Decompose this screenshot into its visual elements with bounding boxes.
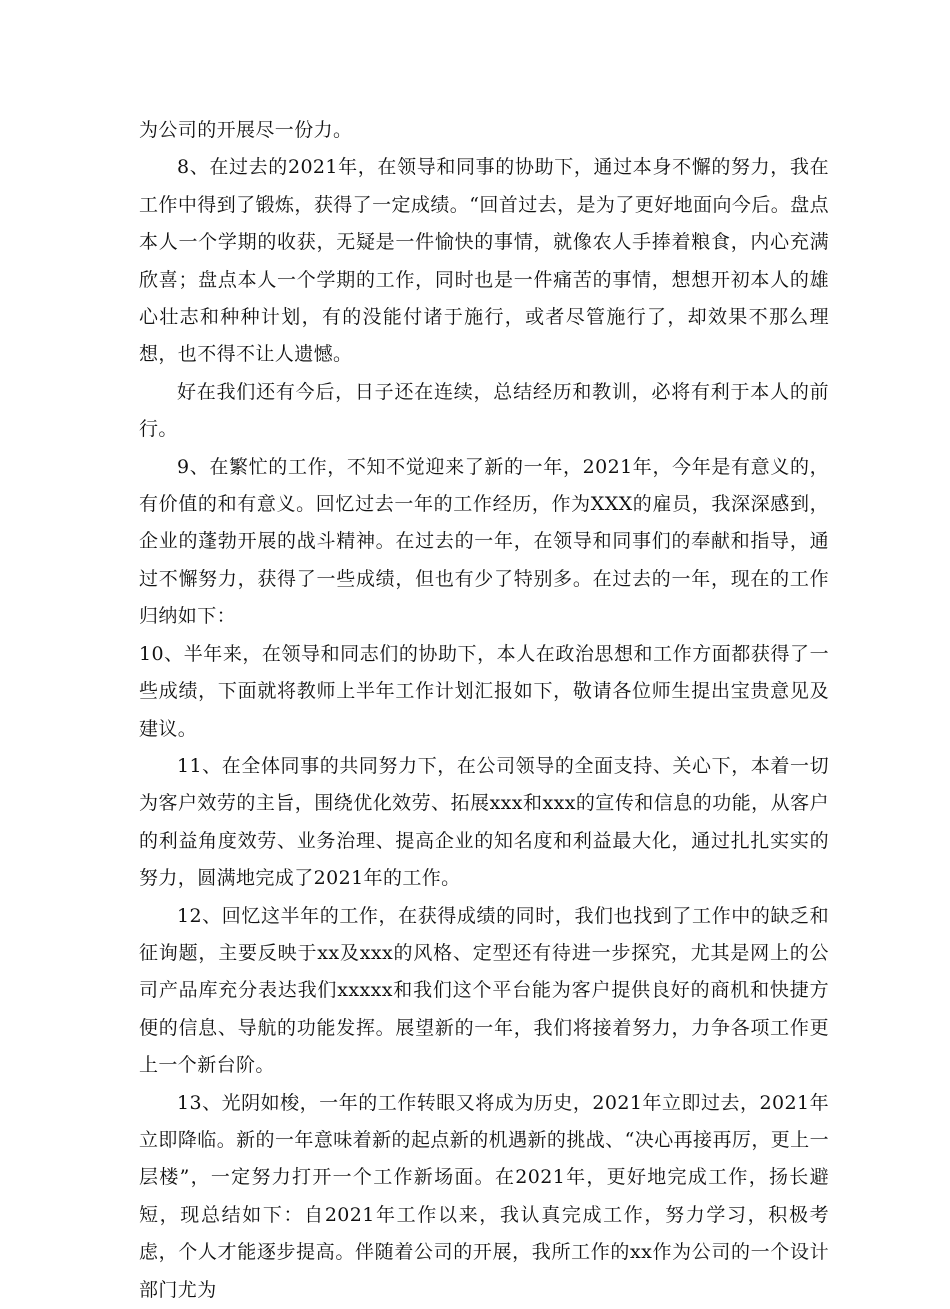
paragraph-item-9: 9、在繁忙的工作，不知不觉迎来了新的一年，2021年，今年是有意义的，有价值的和有意义。回忆过去一年的工作经历，作为XXX的雇员，我深深感到，企业的蓬勃开展的战斗精神。在过去的一年，在领导和同事们的奉献和指导，通过不懈努力，获得了一些成绩，但也有少了特别多。在过去的一年，现在的工作归纳如下： [139,455,829,628]
document-body [139,112,829,1309]
paragraph-item-11: 11、在全体同事的共同努力下，在公司领导的全面支持、关心下，本着一切为客户效劳的主旨，围绕优化效劳、拓展xxx和xxx的宣传和信息的功能，从客户的利益角度效劳、业务治理、提高企业的知名度和利益最大化，通过扎扎实实的努力，圆满地完成了2021年的工作。 [139,754,829,890]
paragraph-reflection: 好在我们还有今后，日子还在连续，总结经历和教训，必将有利于本人的前行。 [139,380,829,441]
paragraph-item-10: 10、半年来，在领导和同志们的协助下，本人在政治思想和工作方面都获得了一些成绩，下面就将教师上半年工作计划汇报如下，敬请各位师生提出宝贵意见及建议。 [139,642,829,740]
paragraph-continuation: 为公司的开展尽一份力。 [139,119,353,141]
paragraph-item-13: 13、光阴如梭，一年的工作转眼又将成为历史，2021年立即过去，2021年立即降临。新的一年意味着新的起点新的机遇新的挑战、“决心再接再厉，更上一层楼”，一定努力打开一个工作新场面。在2021年，更好地完成工作，扬长避短，现总结如下：自2021年工作以来，我认真完成工作，努力学习，积极考虑，个人才能逐步提高。伴随着公司的开展，我所工作的xx作为公司的一个设计部门尤为 [139,1091,829,1301]
paragraph-item-8: 8、在过去的2021年，在领导和同事的协助下，通过本身不懈的努力，我在工作中得到了锻炼，获得了一定成绩。“回首过去，是为了更好地面向今后。盘点本人一个学期的收获，无疑是一件愉快的事情，就像农人手捧着粮食，内心充满欣喜；盘点本人一个学期的工作，同时也是一件痛苦的事情，想想开初本人的雄心壮志和种种计划，有的没能付诸于施行，或者尽管施行了，却效果不那么理想，也不得不让人遗憾。 [139,156,829,366]
paragraph-item-12: 12、回忆这半年的工作，在获得成绩的同时，我们也找到了工作中的缺乏和征询题，主要反映于xx及xxx的风格、定型还有待进一步探究，尤其是网上的公司产品库充分表达我们xxxxx和我们这个平台能为客户提供良好的商机和快捷方便的信息、导航的功能发挥。展望新的一年，我们将接着努力，力争各项工作更上一个新台阶。 [139,904,829,1077]
